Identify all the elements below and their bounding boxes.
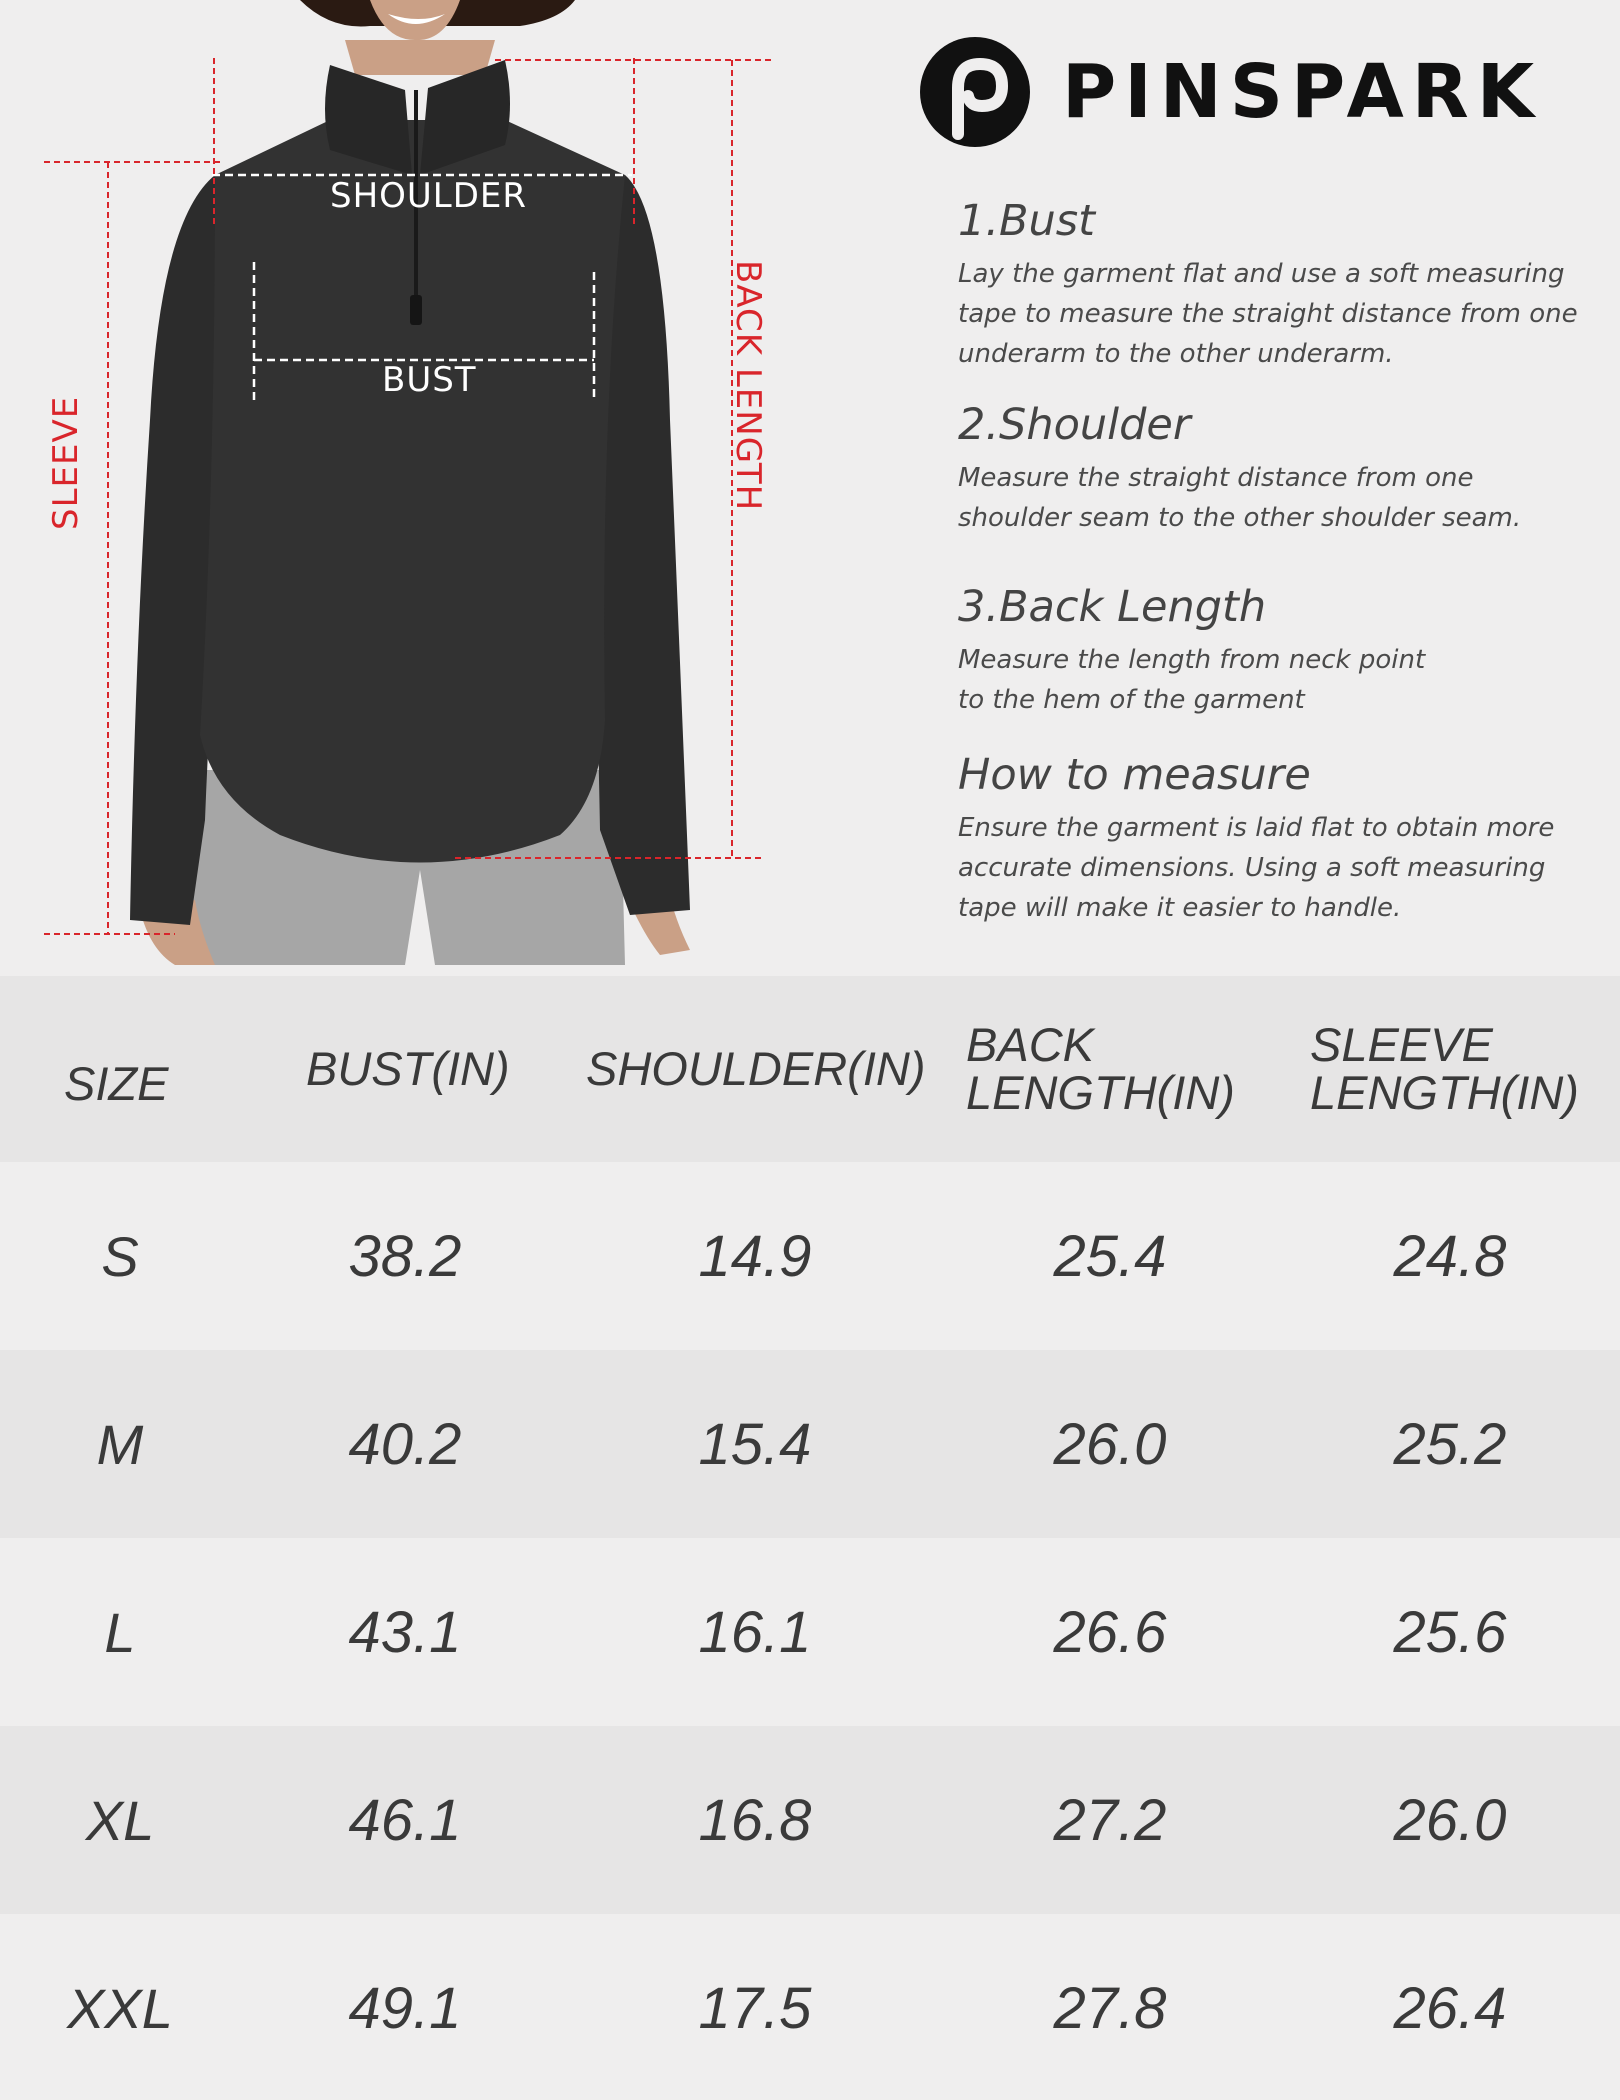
brand-header	[918, 36, 1542, 148]
size-cell: S	[101, 1224, 139, 1288]
instruction-title: 1.Bust	[958, 196, 1096, 246]
bust-cell: 43.1	[348, 1599, 462, 1665]
size-cell: L	[104, 1600, 136, 1664]
back-length-instruction	[958, 582, 1578, 720]
header-size: SIZE	[64, 1057, 169, 1110]
header-back-length	[940, 976, 1280, 1162]
table-row	[0, 1726, 1620, 1914]
header-sleeve-line-1: SLEEVE	[1310, 1018, 1493, 1071]
shoulder-cell: 17.5	[698, 1975, 812, 2041]
header-back-line-2: LENGTH(IN)	[966, 1066, 1235, 1119]
shoulder-cell: 16.8	[698, 1787, 812, 1853]
shoulder-instruction	[958, 400, 1578, 538]
instruction-text: Measure the length from neck point to the hem of the garment	[958, 645, 1426, 715]
sleeve-label: SLEEVE	[46, 395, 86, 530]
bust-cell: 40.2	[348, 1411, 462, 1477]
table-header-row	[0, 976, 1620, 1162]
instruction-text: Ensure the garment is laid flat to obtain more accurate dimensions. Using a soft measuring tape will make it easier to handle.	[958, 813, 1555, 923]
instruction-title: 3.Back Length	[958, 582, 1267, 632]
how-to-measure-instruction	[958, 750, 1578, 928]
bust-instruction	[958, 196, 1578, 374]
size-chart-table	[0, 976, 1620, 2100]
size-cell: XL	[85, 1788, 155, 1852]
back-length-cell: 27.2	[1053, 1787, 1167, 1853]
header-shoulder: SHOULDER(IN)	[586, 1042, 926, 1095]
table-row	[0, 1914, 1620, 2100]
garment-figure	[0, 0, 900, 965]
table-row	[0, 1538, 1620, 1726]
pinspark-logo-icon	[918, 36, 1032, 148]
bust-label: BUST	[382, 360, 477, 400]
sleeve-length-cell: 24.8	[1393, 1223, 1507, 1289]
back-length-label: BACK LENGTH	[728, 260, 768, 512]
back-length-cell: 26.0	[1053, 1411, 1167, 1477]
bust-cell: 38.2	[348, 1223, 462, 1289]
instruction-title: How to measure	[958, 750, 1311, 800]
header-sleeve-length	[1280, 976, 1620, 1162]
header-bust: BUST(IN)	[306, 1042, 510, 1095]
instruction-title: 2.Shoulder	[958, 400, 1191, 450]
zipper-pull-shape	[410, 295, 422, 325]
shoulder-cell: 16.1	[698, 1599, 812, 1665]
shoulder-label: SHOULDER	[330, 176, 528, 216]
header-sleeve-line-2: LENGTH(IN)	[1310, 1066, 1579, 1119]
size-cell: M	[96, 1412, 144, 1476]
instruction-text: Lay the garment flat and use a soft measuring tape to measure the straight distance from one underarm to the other underarm.	[958, 259, 1578, 369]
sleeve-length-cell: 25.6	[1393, 1599, 1507, 1665]
sleeve-length-cell: 26.0	[1393, 1787, 1507, 1853]
bust-cell: 46.1	[348, 1787, 462, 1853]
sleeve-length-cell: 26.4	[1393, 1975, 1507, 2041]
sleeve-length-cell: 25.2	[1393, 1411, 1507, 1477]
shoulder-cell: 15.4	[698, 1411, 812, 1477]
shoulder-cell: 14.9	[698, 1223, 812, 1289]
table-row	[0, 1162, 1620, 1350]
size-cell: XXL	[67, 1976, 173, 2040]
back-length-cell: 27.8	[1053, 1975, 1167, 2041]
back-length-cell: 25.4	[1053, 1223, 1167, 1289]
header-back-line-1: BACK	[966, 1018, 1094, 1071]
shirt-body-shape	[200, 120, 625, 863]
table-row	[0, 1350, 1620, 1538]
instruction-text: Measure the straight distance from one shoulder seam to the other shoulder seam.	[958, 463, 1522, 533]
brand-name: PINSPARK	[1062, 49, 1543, 135]
bust-cell: 49.1	[348, 1975, 462, 2041]
neck-shape	[345, 40, 495, 75]
back-length-cell: 26.6	[1053, 1599, 1167, 1665]
